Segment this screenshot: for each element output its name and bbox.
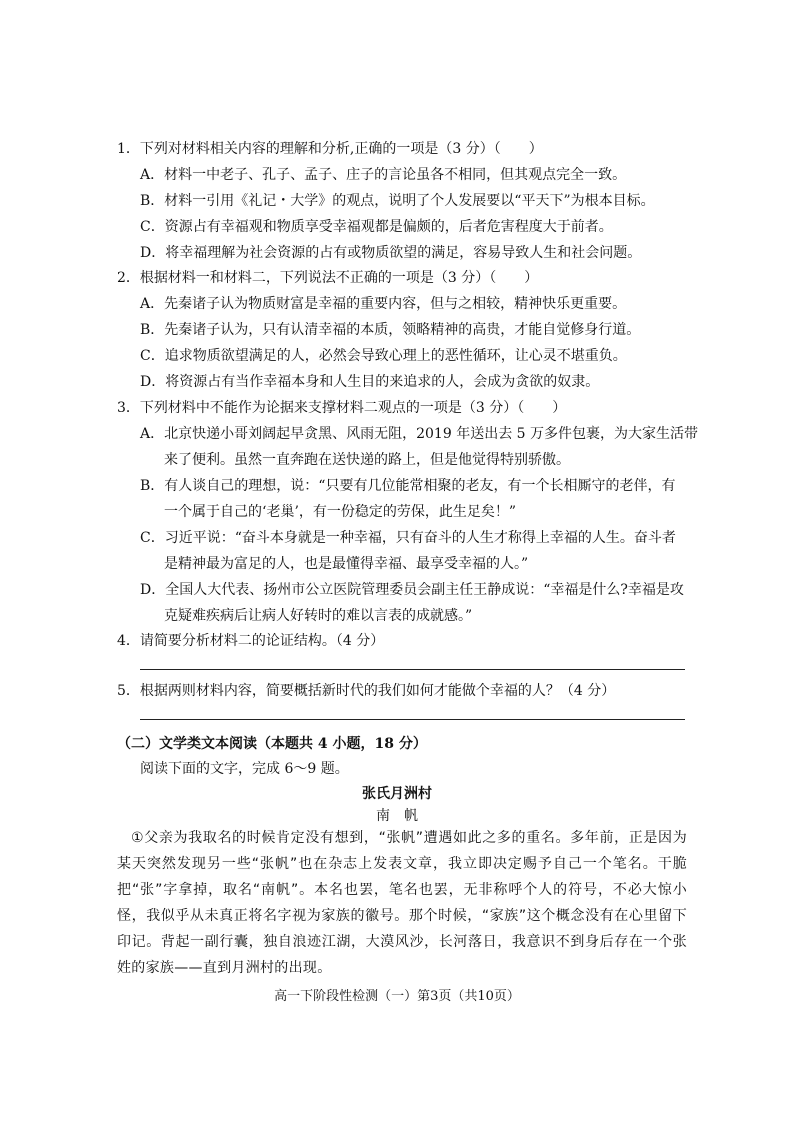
question-3-option-b-line2: 一个属于自己的‘老巢’，有一份稳定的劳保，此生足矣！” [164,504,517,520]
question-5-stem: 5．根据两则材料内容，简要概括新时代的我们如何才能做个幸福的人？（4 分） [117,683,616,699]
section-2-title: （二）文学类文本阅读（本题共 4 小题，18 分） [117,736,427,752]
question-4-stem: 4．请简要分析材料二的论证结构。（4 分） [117,633,385,649]
question-1-option-c: C．资源占有幸福观和物质享受幸福观都是偏颇的，后者危害程度大于前者。 [140,219,613,235]
section-2-instruction: 阅读下面的文字，完成 6～9 题。 [140,761,349,777]
question-2-option-b: B．先秦诸子认为，只有认清幸福的本质，领略精神的高贵，才能自觉修身行道。 [140,322,641,338]
question-5-answer-line[interactable] [140,719,685,720]
article-author: 南 帆 [376,808,418,824]
article-paragraph-1: ①父亲为我取名的时候肯定没有想到，“张帆”遭遇如此之多的重名。多年前，正是因为某天突然发现另一些“张帆”也在杂志上发表文章，我立即决定赐予自己一个笔名。干脆把“张”字拿掉，取名“南帆”。本名也罢，笔名也罢，无非称呼个人的符号，不必大惊小怪，我似乎从未真正将名字视为家族的徽号。那个时候，“家族”这个概念没有在心里留下印记。背起一副行囊，独自浪迹江湖，大漠风沙，长河落日，我意识不到身后存在一个张姓的家族——直到月洲村的出现。 [117,830,687,976]
question-1-option-d: D．将幸福理解为社会资源的占有或物质欲望的满足，容易导致人生和社会问题。 [140,245,642,261]
question-1-option-b: B．材料一引用《礼记・大学》的观点，说明了个人发展要以“平天下”为根本目标。 [140,193,655,209]
question-3-option-a-line1: A．北京快递小哥刘阔起早贪黑、风雨无阻，2019 年送出去 5 万多件包裹，为大家生活带 [140,426,698,442]
question-3-option-c-line1: C．习近平说：“奋斗本身就是一种幸福，只有奋斗的人生才称得上幸福的人生。奋斗者 [140,530,676,546]
question-3-stem: 3．下列材料中不能作为论据来支撑材料二观点的一项是（3 分）（ ） [117,400,567,416]
question-2-option-a: A．先秦诸子认为物质财富是幸福的重要内容，但与之相较，精神快乐更重要。 [140,296,627,312]
article-title: 张氏月洲村 [362,786,432,802]
question-3-option-c-line2: 是精神最为富足的人，也是最懂得幸福、最享受幸福的人。” [164,556,529,572]
question-2-option-c: C．追求物质欲望满足的人，必然会导致心理上的恶性循环，让心灵不堪重负。 [140,348,627,364]
page-footer: 高一下阶段性检测（一）第3页（共10页） [274,989,520,1004]
question-3-option-d-line2: 克疑难疾病后让病人好转时的难以言表的成就感。” [164,608,473,624]
question-3-option-b-line1: B．有人谈自己的理想，说：“只要有几位能常相聚的老友，有一个长相厮守的老伴，有 [140,478,676,494]
question-3-option-a-line2: 来了便利。虽然一直奔跑在送快递的路上，但是他觉得特别骄傲。 [164,452,570,468]
question-2-stem: 2．根据材料一和材料二，下列说法不正确的一项是（3 分）（ ） [117,270,539,286]
question-2-option-d: D．将资源占有当作幸福本身和人生目的来追求的人，会成为贪欲的奴隶。 [140,374,600,390]
question-1-option-a: A．材料一中老子、孔子、孟子、庄子的言论虽各不相同，但其观点完全一致。 [140,167,627,183]
question-4-answer-line[interactable] [140,669,685,670]
question-3-option-d-line1: D．全国人大代表、扬州市公立医院管理委员会副主任王静成说：“幸福是什么?幸福是攻 [140,582,684,598]
question-1-stem: 1．下列对材料相关内容的理解和分析,正确的一项是（3 分）（ ） [117,141,543,157]
